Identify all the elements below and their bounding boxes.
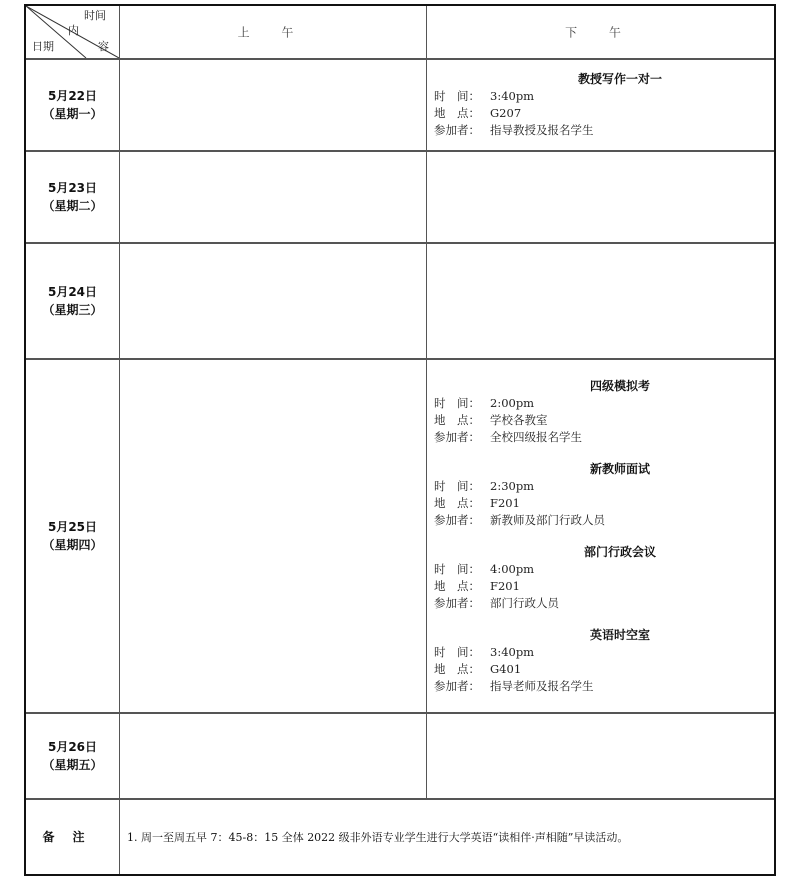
event-time: 时 间： 2:30pm bbox=[434, 479, 535, 493]
day-row bbox=[26, 714, 774, 800]
date-cell bbox=[26, 714, 120, 798]
event-place: 地 点： F201 bbox=[434, 579, 520, 593]
diag-date-label: 日期 bbox=[32, 40, 54, 53]
weekday-label: （星期四） bbox=[42, 538, 103, 552]
date-label: 5月26日 bbox=[47, 740, 98, 754]
day-row bbox=[26, 60, 774, 152]
event-place: 地 点： F201 bbox=[434, 496, 520, 510]
diag-content-label-1: 内 bbox=[68, 24, 79, 37]
am-cell bbox=[119, 60, 427, 150]
pm-cell bbox=[426, 60, 774, 150]
event-attendees: 参加者： 指导老师及报名学生 bbox=[434, 679, 594, 693]
notes-label: 备注 bbox=[42, 830, 103, 844]
header-row bbox=[26, 6, 774, 60]
event-title: 英语时空室 bbox=[589, 628, 650, 642]
diag-time-label: 时间 bbox=[84, 9, 106, 22]
header-am-cell bbox=[119, 6, 427, 58]
header-pm-cell bbox=[426, 6, 774, 58]
weekday-label: （星期二） bbox=[42, 199, 103, 213]
pm-cell bbox=[426, 152, 774, 242]
event-place: 地 点： G401 bbox=[434, 662, 522, 676]
event-attendees: 参加者： 指导教授及报名学生 bbox=[434, 123, 594, 137]
date-cell bbox=[26, 244, 120, 358]
schedule-table bbox=[24, 4, 776, 876]
header-am-label: 上 午 bbox=[237, 25, 308, 40]
event-title: 四级模拟考 bbox=[589, 379, 650, 393]
day-row bbox=[26, 360, 774, 714]
event-time: 时 间： 3:40pm bbox=[434, 89, 535, 103]
notes-label-cell bbox=[26, 800, 120, 874]
date-cell bbox=[26, 360, 120, 712]
event-place: 地 点： G207 bbox=[434, 106, 522, 120]
event-block bbox=[434, 626, 766, 695]
diag-content-label-2: 容 bbox=[98, 40, 109, 53]
pm-cell bbox=[426, 714, 774, 798]
day-row bbox=[26, 244, 774, 360]
event-attendees: 参加者： 全校四级报名学生 bbox=[434, 430, 582, 444]
event-place: 地 点： 学校各教室 bbox=[434, 413, 548, 427]
am-cell bbox=[119, 714, 427, 798]
day-row bbox=[26, 152, 774, 244]
event-time: 时 间： 2:00pm bbox=[434, 396, 535, 410]
pm-cell bbox=[426, 244, 774, 358]
date-label: 5月24日 bbox=[47, 285, 98, 299]
event-title: 教授写作一对一 bbox=[577, 72, 662, 86]
date-label: 5月22日 bbox=[47, 89, 98, 103]
am-cell bbox=[119, 360, 427, 712]
event-block bbox=[434, 543, 766, 612]
am-cell bbox=[119, 152, 427, 242]
notes-row bbox=[26, 800, 774, 874]
am-cell bbox=[119, 244, 427, 358]
event-title: 新教师面试 bbox=[589, 462, 650, 476]
date-label: 5月25日 bbox=[47, 520, 98, 534]
event-attendees: 参加者： 新教师及部门行政人员 bbox=[434, 513, 605, 527]
notes-text: 1. 周一至周五早 7：45-8：15 全体 2022 级非外语专业学生进行大学英语“读相伴·声相随”早读活动。 bbox=[127, 831, 629, 844]
date-label: 5月23日 bbox=[47, 181, 98, 195]
event-block bbox=[434, 460, 766, 529]
event-time: 时 间： 3:40pm bbox=[434, 645, 535, 659]
pm-cell bbox=[426, 360, 774, 712]
header-pm-label: 下 午 bbox=[565, 25, 635, 40]
weekday-label: （星期一） bbox=[42, 107, 103, 121]
notes-text-cell bbox=[119, 800, 774, 874]
weekday-label: （星期五） bbox=[42, 758, 103, 772]
event-title: 部门行政会议 bbox=[583, 545, 656, 559]
event-block bbox=[434, 377, 766, 446]
diagonal-header-cell bbox=[26, 6, 120, 58]
date-cell bbox=[26, 152, 120, 242]
event-time: 时 间： 4:00pm bbox=[434, 562, 535, 576]
date-cell bbox=[26, 60, 120, 150]
event-attendees: 参加者： 部门行政人员 bbox=[434, 596, 559, 610]
weekday-label: （星期三） bbox=[42, 303, 103, 317]
event-block bbox=[434, 70, 766, 139]
